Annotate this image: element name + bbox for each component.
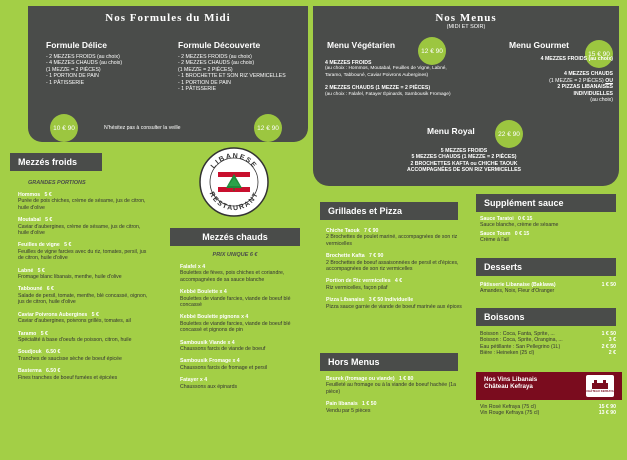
list-item: Boisson : Coca, Fanta, Sprite, ... 1 € 50 <box>480 331 616 337</box>
formule-decouverte-line: - 2 MEZZES FROIDS (au choix) <box>178 54 252 60</box>
kefraya-badge <box>586 375 614 397</box>
list-item: Bière : Heineken (25 cl) 2 € <box>480 350 616 357</box>
menu-gourmet-line: (au choix) <box>590 97 613 104</box>
formule-decouverte-line: - 1 BROCHETTE ET SON RIZ VERMICELLES <box>178 73 286 80</box>
list-item: Pain libanais 1 € 50 Vendu par 5 pièces <box>326 401 377 414</box>
restaurant-logo <box>198 146 270 218</box>
formules-title: Nos Formules du Midi <box>105 12 231 24</box>
list-item: Kebbé Boulette pignons x 4 Boulettes de viande farcies, viande de boeuf blé concassé et pignons de pin <box>180 314 291 334</box>
menus-subtitle: (MIDI ET SOIR) <box>446 24 486 30</box>
list-item: Soudjouk 6.50 € Tranches de saucisse sèche de boeuf épicée <box>18 349 122 362</box>
formule-decouverte <box>178 40 306 92</box>
list-item: Beurek (fromage ou viande) 1 € 80 Feuilleté au fromage ou à la viande de boeuf hachée (1a pièce) <box>326 376 457 395</box>
menu-vegetarien-desc: (au choix : Falafel, Fatayer Épinards, Sambousik Fromage) <box>325 91 451 97</box>
menu-royal-line: 5 MEZZES FROIDS <box>440 148 488 154</box>
formule-decouverte-name: Formule Découverte <box>178 40 261 50</box>
list-item: Taramo 5 € Spécialité à base d'oeufs de poisson, citron, huile <box>18 330 132 343</box>
grillades-list <box>326 228 466 316</box>
list-item: Portion de Riz vermicelles 4 € Riz vermicelles, façon pilaf <box>326 278 403 291</box>
menu-gourmet-name: Menu Gourmet <box>509 40 569 50</box>
supplement-list <box>480 216 616 250</box>
menu-gourmet-line: 4 MEZZES CHAUDS <box>564 71 613 78</box>
vins-subtitle: Château Kefraya <box>484 383 533 390</box>
menu-gourmet-or: OU <box>605 77 613 84</box>
formule-delice-name: Formule Délice <box>46 40 107 50</box>
mezzes-froids-list <box>18 192 150 387</box>
list-item: Vin Rosé Kefraya (75 cl) 15 € 90 <box>480 404 616 410</box>
grillades-header: Grillades et Pizza <box>320 202 458 220</box>
list-item: Sauce Toum 0 € 15 Crème à l'ail <box>480 230 530 244</box>
formules-note: N'hésitez pas à consulter la veille <box>104 125 181 131</box>
mezzes-froids-header: Mezzés froids <box>10 153 102 171</box>
boissons-header: Boissons <box>476 308 616 326</box>
formule-delice <box>46 40 166 86</box>
list-item: Sauce Taratoi 0 € 15 Sauce blanche, crème de sésame <box>480 216 559 229</box>
menu-vegetarien-line: 4 MEZZES FROIDS <box>325 60 372 66</box>
list-item: Caviar Poivrons Aubergines 5 € Caviar d'aubergines, poivrons grillés, tomates, ail <box>18 311 131 325</box>
supplement-header: Supplément sauce <box>476 194 616 212</box>
menu-vegetarien-name: Menu Végétarien <box>327 40 396 50</box>
menu-royal-name: Menu Royal <box>427 126 475 136</box>
menu-royal-details <box>369 148 559 174</box>
menu-gourmet-price: 15 € 90 <box>585 40 613 68</box>
menu-gourmet-line: INDIVIDUELLES <box>573 90 613 97</box>
menu-vegetarien-desc: (au choix : Hommos, Moutabal, Feuilles de Vigne, Labné, Taramo, Tabbouné, Caviar Poivrons Aubergines) <box>325 66 447 78</box>
list-item: Chiche Taouk 7 € 90 2 Brochettes de poulet mariné, accompagnées de son riz vermicelles <box>326 228 458 247</box>
list-item: Falafel x 4 Boulettes de fèves, pois chiches et coriandre, accompagnées de sa sauce blanche <box>180 264 285 283</box>
list-item: Boisson : Coca, Sprite, Orangina, ... 3 € <box>480 337 616 344</box>
list-item: Kebbé Boulette x 4 Boulettes de viande farcies, viande de boeuf blé concassé <box>180 289 291 309</box>
vins-header <box>476 372 622 400</box>
menu-vegetarien-line: 2 MEZZES CHAUDS (1 MEZZE = 2 PIÈCES) <box>325 85 431 92</box>
hors-menus-list <box>326 376 466 420</box>
formule-decouverte-line: - 1 PÂTISSERIE <box>178 86 217 93</box>
chateau-icon <box>590 379 610 389</box>
list-item: Fatayer x 4 Chaussons aux épinards <box>180 377 238 390</box>
vins-list <box>480 404 616 417</box>
menu-royal-line: ACCOMPAGNÉES DE SON RIZ VERMICELLES <box>406 167 522 174</box>
list-item: Tabbouné 6 € Salade de persil, tomate, menthe, blé concassé, oignon, jus de citron, huile d'olive <box>18 286 148 306</box>
formule-delice-line: - 1 PORTION DE PAIN <box>46 73 99 80</box>
list-item: Basterma 6.50 € Fines tranches de boeuf fumées et épicées <box>18 368 118 381</box>
desserts-list <box>480 282 616 301</box>
menu-gourmet-note: (1 MEZZE = 2 PIÈCES) <box>549 77 604 84</box>
list-item: Eau pétillante : San Pellegrino (1L) 2 € 50 <box>480 343 616 350</box>
menu-vegetarien-price: 12 € 90 <box>418 37 446 65</box>
list-item: Feuilles de vigne 5 € Feuilles de vigne farcies avec du riz, tomates, persil, jus de citron, huile d'olive <box>18 242 147 262</box>
mezzes-froids-subtitle: GRANDES PORTIONS <box>28 180 86 186</box>
formule-decouverte-line: - 2 MEZZES CHAUDS (au choix) <box>178 60 255 67</box>
desserts-header: Desserts <box>476 258 616 276</box>
boissons-list <box>480 331 616 357</box>
formule-decouverte-price: 12 € 90 <box>254 114 282 142</box>
menu-royal-line: 2 BROCHETTES KAFTA ou CHICHE TAOUK <box>410 160 518 167</box>
hors-menus-header: Hors Menus <box>320 353 458 371</box>
list-item: Sambousik Fromage x 4 Chaussons farcis de fromage et persil <box>180 358 268 371</box>
formule-delice-line: (1 MEZZE = 2 PIÈCES) <box>46 66 101 73</box>
list-item: Brochette Kafta 7 € 90 2 Brochettes de boeuf assaisonnées de persil et d'épices, accompagnées de son riz vermicelles <box>326 253 459 273</box>
list-item: Pâtisserie Libanaise (Baklawa) 1 € 50 Amandes, Noix, Fleur d'Oranger <box>480 282 616 295</box>
list-item: Labné 5 € Fromage blanc libanais, menthe, huile d'olive <box>18 267 122 281</box>
menu-royal-price: 22 € 90 <box>495 120 523 148</box>
list-item: Vin Rouge Kefraya (75 cl) 13 € 90 <box>480 410 616 417</box>
list-item: Pizza Libanaise 3 € 50 Individuelle Pizza sauce garnie de viande de boeuf marinée aux épices <box>326 297 462 310</box>
formule-decouverte-line: - 1 PORTION DE PAIN <box>178 79 231 86</box>
menu-gourmet-line: 2 PIZZAS LIBANAISES <box>557 84 613 91</box>
formule-delice-price: 10 € 90 <box>50 114 78 142</box>
menus-title: Nos Menus <box>435 12 497 24</box>
list-item: Moutabal 5 € Caviar d'aubergines, crème de sésame, jus de citron, huile d'olive <box>18 217 141 237</box>
menus-panel <box>313 6 619 186</box>
kefraya-badge-label: CHÂTEAU KEFRAYA <box>586 389 614 393</box>
mezzes-chauds-subtitle: PRIX UNIQUE 6 € <box>212 252 258 258</box>
cedar-logo-icon <box>198 146 270 218</box>
menu-gourmet-details <box>489 56 613 103</box>
logo-text-top: LIBANESE <box>209 152 259 171</box>
menu-gourmet-line: 4 MEZZES FROIDS (au choix) <box>540 56 613 62</box>
formule-delice-line: - 4 MEZZES CHAUDS (au choix) <box>46 60 123 67</box>
list-item: Hommos 5 € Purée de pois chiches, crème de sésame, jus de citron, huile d'olive <box>18 192 146 211</box>
list-item: Sambousik Viande x 4 Chaussons farcis de viande de boeuf <box>180 339 266 353</box>
formule-delice-line: - 1 PÂTISSERIE <box>46 79 85 86</box>
menu-vegetarien-details <box>325 60 465 98</box>
formule-decouverte-line: (1 MEZZE = 2 PIÈCES) <box>178 66 233 73</box>
mezzes-chauds-header: Mezzés chauds <box>170 228 300 246</box>
formule-delice-line: - 2 MEZZES FROIDS (au choix) <box>46 54 120 60</box>
logo-text-bottom: RESTAURANT <box>207 190 261 213</box>
menu-royal-line: 5 MEZZES CHAUDS (1 MEZZE = 2 PIÈCES) <box>411 154 517 161</box>
mezzes-chauds-list <box>180 264 308 396</box>
vins-title: Nos Vins Libanais <box>484 376 538 383</box>
formules-panel <box>28 6 308 142</box>
